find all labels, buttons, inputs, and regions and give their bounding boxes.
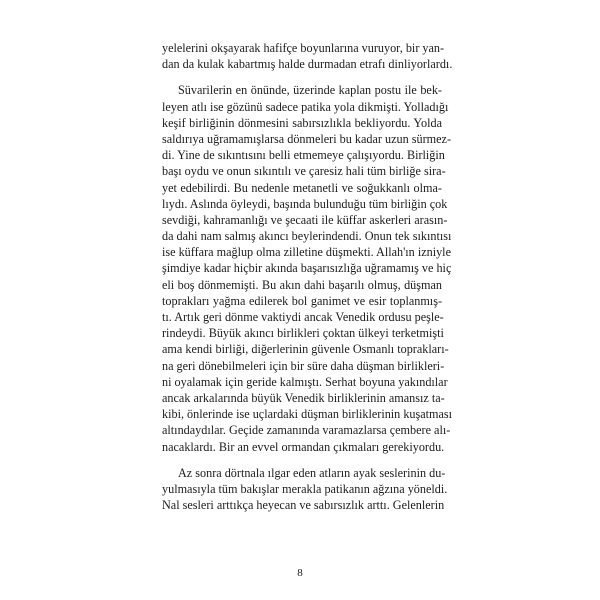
text-line: ancak arkalarında büyük Venedik birliklerinin amansız ta- <box>162 390 445 405</box>
text-line: tı. Artık geri dönme vaktiydi ancak Venedik ordusu peşle- <box>162 310 444 324</box>
text-line: altındaydılar. Geçide zamanında varamazlarsa çembere alı- <box>162 423 451 438</box>
text-line: keşif birliğinin dönmesini sabırsızlıkla bekliyordu. Yolda <box>162 115 442 130</box>
text-line: na geri dönebilmeleri için bir süre daha düşman birlikleri- <box>162 358 445 373</box>
text-line: şimdiye kadar hiçbir akında başarısızlığa uğramamış ve hiç <box>162 261 452 276</box>
text-line: ni oyalamak için geride kalmıştı. Serhat boyuna yakındılar <box>162 374 448 389</box>
text-line: leyen atlı ise gözünü sadece patika yola dikmişti. Yolladığı <box>162 99 449 114</box>
text-line: eli boş dönmemişti. Bu akın dahi başarılı olmuş, düşman <box>162 277 442 292</box>
paragraph-1 <box>162 40 453 72</box>
text-line: Az sonra dörtnala ılgar eden atların ayak seslerinin du- <box>178 465 446 480</box>
text-line: başı oydu ve onun sıkıntılı ve çaresiz hali tüm birliğe sira- <box>162 164 446 179</box>
body-text <box>162 40 453 513</box>
paragraph-3 <box>162 465 448 514</box>
text-line: di. Yine de sıkıntısını belli etmemeye çalışıyordu. Birliğin <box>162 148 445 163</box>
text-line: Nal sesleri arttıkça heyecan ve sabırsızlık arttı. Gelenlerin <box>162 498 445 513</box>
text-line: kibi, önlerinde ise uçlardaki düşman birliklerinin kuşatması <box>162 407 453 422</box>
text-line: yet edebilirdi. Bu nedenle metanetli ve soğukkanlı olma- <box>162 180 442 195</box>
text-line: ise küffara mağlup olma zilletine düşmekti. Allah'ın izniyle <box>162 245 451 260</box>
text-line: rindeydi. Büyük akıncı birlikleri çoktan ülkeyi terketmişti <box>162 326 444 341</box>
text-line: ama kendi birliği, diğerlerinin güvenle Osmanlı toprakları- <box>162 342 449 357</box>
page-number: 8 <box>297 567 303 579</box>
text-line: sevdiği, kahramanlığı ve şecaati ile küffar askerleri arasın- <box>162 212 448 227</box>
text-line: dan da kulak kabartmış halde durmadan etrafı dinliyorlardı. <box>162 57 453 72</box>
text-line: yelelerini okşayarak hafifçe boyunlarına vuruyor, bir yan- <box>162 41 445 55</box>
text-line: yulmasıyla tüm bakışlar merakla patikanın ağzına yöneldi. <box>162 481 448 496</box>
text-line: toprakları yağma edilerek bol ganimet ve esir toplanmış- <box>162 293 442 308</box>
text-line: saldırıya uğramamışlarsa dönmeleri bu kadar uzun sürmez- <box>162 131 452 146</box>
text-line: da dahi nam salmış akıncı beylerindendi. Onun tek sıkıntısı <box>162 229 452 244</box>
text-line: Süvarilerin en önünde, üzerinde kaplan postu ile bek- <box>178 83 442 98</box>
text-line: nacaklardı. Bir an evvel ormandan çıkmaları gerekiyordu. <box>162 439 445 454</box>
paragraph-2 <box>162 82 453 454</box>
text-line: lıydı. Aslında öyleydi, başında bulunduğu tüm birliğin çok <box>162 196 448 211</box>
